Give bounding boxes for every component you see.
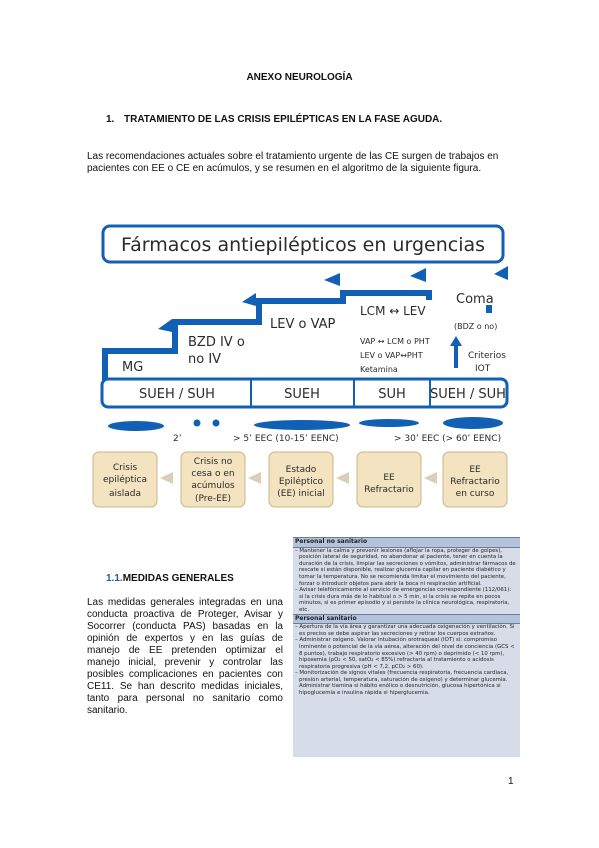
step-vap2: LEV o VAP↔PHT [360, 351, 423, 360]
setting-2: SUEH [284, 387, 320, 402]
list-item: – Avisar telefónicamente al servicio de emergencias correspondiente (112/061): si la crisis dura más de lo habitual o > 5 min, si la crisis se repite en pocos minutos, si es primer episodio y si persiste la clínica neurológica, respiratoria, etc. [295, 587, 512, 613]
stage-5-line2: Refractario [450, 477, 500, 487]
stage-4-line2: Refractario [364, 485, 414, 495]
step-iot: IOT [475, 364, 491, 374]
step-lcm: LCM ↔ LEV [360, 304, 426, 318]
document-title: ANEXO NEUROLOGÍA [246, 72, 353, 83]
timeline-marks [108, 417, 503, 431]
time-2min: 2’ [173, 434, 182, 444]
list-item: – Apertura de la vía área y garantizar una adecuada oxigenación y ventilación. Si es preciso se debe aspirar las secreciones y retirar los cuerpos extraños. [295, 624, 515, 637]
table-header-no-sanitario: Personal no sanitario [293, 537, 520, 548]
section-1-1-heading [106, 573, 234, 584]
setting-3: SUH [378, 387, 406, 402]
stage-4-line1: EE [383, 473, 395, 483]
stage-3-line2: Epiléptico [278, 477, 324, 487]
page-number: 1 [508, 776, 514, 787]
stage-2-line1: Crisis no [193, 457, 233, 467]
stage-2-line2: cesa o en [191, 469, 235, 479]
section-1-heading [106, 114, 442, 125]
step-bzd-line1: BZD IV o [188, 335, 245, 350]
section-1-1-title: MEDIDAS GENERALES [122, 573, 234, 584]
section-1-1-paragraph: Las medidas generales integradas en una conducta proactiva de Proteger, Avisar y Socorrer (conducta PAS) basadas en la opinión de expertos y en las guías de manejo de EE pretenden optimizar el manejo inicial, prevenir y controlar las posibles complicaciones en pacientes con CE11. Se han descrito medidas iniciales, tanto para personal no sanitario como sanitario. [87, 597, 283, 716]
section-1-1-number: 1.1. [106, 573, 123, 584]
list-item: – Monitorización de signos vitales (frecuencia respiratoria, frecuencia cardiaca, presión arterial, temperatura, saturación de oxígeno) y determinar glucemia. Administrar tiamina si hábito enólico o desnutrición, glucosa hipertónica si hipoglucemia e insulina rápida si hiperglucemia. [295, 670, 509, 697]
stage-2-line4: (Pre-EE) [195, 494, 231, 504]
stage-5-line3: en curso [455, 489, 495, 499]
algorithm-figure [90, 218, 514, 523]
time-5min: > 5’ EEC (10-15’ EENC) [233, 434, 339, 444]
list-item: – Mantener la calma y prevenir lesiones (aflojar la ropa, proteger de golpes), posición lateral de seguridad, no abandonar al paciente, tener en cuenta la duración de la crisis, limpiar las secreciones o vómitos, administrar fármacos de rescate si están disponible, realizar glucemia capilar en paciente diabético y tomar la temperatura. No se recomienda limitar el movimiento del paciente, forzar o introducir objetos para abrir la boca ni respiración artificial. [295, 547, 516, 587]
section-1-number: 1. [106, 114, 115, 125]
list-item: – Administrar oxígeno. Valorar intubación orotraqueal (IOT) si: compromiso inminente o potencial de la vía aérea, alteración del nivel de conciencia (GCS < 8 puntos), trabajo respiratorio excesivo (> 40 rpm) o deprimido (< 10 rpm), hipoxemia (pO₂ < 50, satO₂ < 85%) refractaria al tratamiento o acidosis respiratoria progresiva (pH < 7,2, pCO₂ > 60). [295, 637, 515, 670]
measures-table [293, 537, 520, 757]
stage-2-line3: acúmulos [191, 481, 235, 491]
stage-3-line3: (EE) inicial [277, 489, 325, 499]
up-arrow-icon [450, 336, 462, 368]
stage-1-line1: Crisis [112, 463, 138, 473]
step-bdz: (BDZ o no) [454, 322, 498, 331]
setting-4: SUEH / SUH [430, 387, 506, 402]
step-mg: MG [122, 360, 144, 375]
setting-1: SUEH / SUH [139, 387, 215, 402]
stage-1-line3: aislada [109, 489, 141, 499]
table-header-sanitario: Personal sanitario [293, 614, 520, 625]
stage-3-line1: Estado [285, 465, 317, 475]
figure-title: Fármacos antiepilépticos en urgencias [120, 234, 486, 256]
stage-5-line1: EE [469, 465, 481, 475]
step-ketamina: Ketamina [360, 365, 398, 374]
step-criterios: Criterios [468, 351, 506, 361]
step-coma: Coma [456, 292, 494, 307]
stage-1-line2: epiléptica [103, 475, 147, 485]
step-lev: LEV o VAP [270, 317, 336, 332]
intro-paragraph: Las recomendaciones actuales sobre el tratamiento urgente de las CE surgen de trabajos en pacientes con EE o CE en acúmulos, y se resumen en el algoritmo de la siguiente figura. [87, 151, 499, 174]
step-bzd-line2: no IV [188, 352, 222, 367]
step-vap1: VAP ↔ LCM o PHT [360, 337, 430, 346]
section-1-title: TRATAMIENTO DE LAS CRISIS EPILÉPTICAS EN LA FASE AGUDA. [124, 114, 443, 125]
time-30min: > 30’ EEC (> 60’ EENC) [394, 434, 502, 444]
